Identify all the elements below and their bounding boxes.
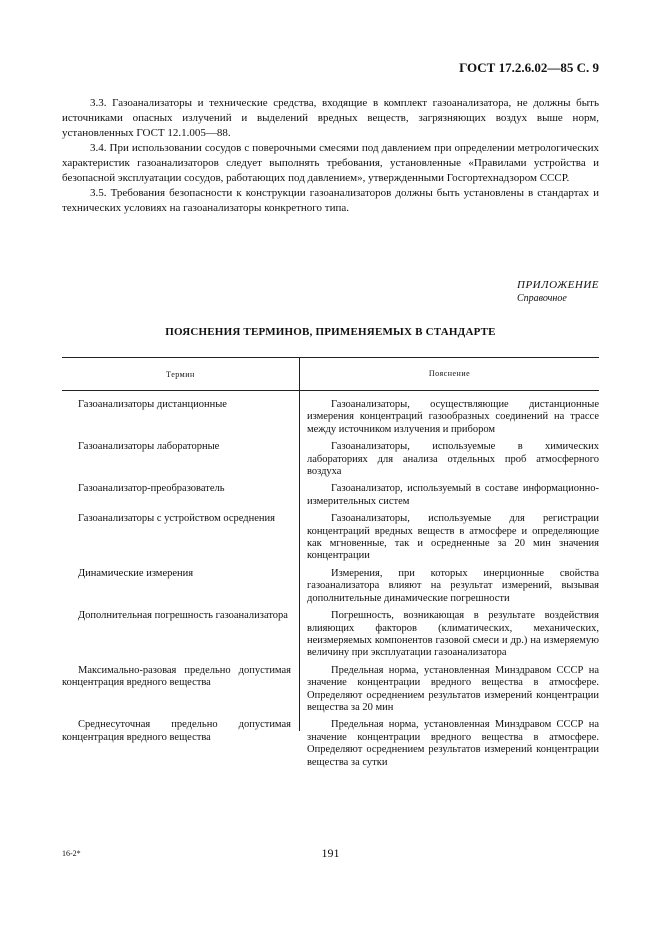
table-header [62, 357, 599, 391]
explanation-cell: Предельная норма, установленная Минздравом СССР на значение концентрации вредного вещества в атмосфере. Определяют осреднением результатов измерений концентрации вещества за сутки [307, 719, 599, 768]
term-cell: Дополнительная погрешность газоанализатора [78, 610, 288, 622]
term-cell: Газоанализаторы лабораторные [78, 441, 220, 453]
page-number: 191 [321, 846, 340, 860]
appendix-label: ПРИЛОЖЕНИЕ [517, 279, 599, 291]
footer-sheet-mark: 16-2* [62, 849, 81, 858]
appendix-sub: Справочное [517, 293, 567, 304]
explanation-cell: Газоанализаторы, используемые для регистрации концентраций вредных веществ в атмосфере и определяющие как мгновенные, так и осредненные за 20 мин значения концентрации [307, 513, 599, 562]
table-row [62, 568, 599, 605]
table-row [62, 513, 599, 563]
section-title: ПОЯСНЕНИЯ ТЕРМИНОВ, ПРИМЕНЯЕМЫХ В СТАНДАРТЕ [165, 326, 496, 338]
table-row [62, 665, 599, 715]
explanation-cell: Газоанализатор, используемый в составе информационно-измерительных систем [307, 483, 599, 507]
terms-table [62, 357, 599, 774]
paragraph-3-4: 3.4. При использовании сосудов с поверочными смесями под давлением при определении метрологических характеристик газоанализаторов следует выполнять требования, установленные «Правилами устройства и безопасной эксплуатации сосудов, работающих под давлением», утвержденными Госгортехнадзором СССР. [62, 142, 599, 184]
term-cell: Среднесуточная предельно допустимая концентрация вредного вещества [62, 719, 291, 743]
table-row [62, 441, 599, 478]
term-cell: Газоанализатор-преобразователь [78, 483, 225, 495]
column-header-explanation: Пояснение [299, 358, 599, 390]
body-text [62, 96, 599, 216]
table-row [62, 483, 599, 508]
term-cell: Газоанализаторы дистанционные [78, 399, 227, 410]
table-row [62, 719, 599, 769]
column-divider [299, 391, 300, 731]
table-body [62, 391, 599, 769]
appendix-label-block [517, 278, 599, 306]
term-cell: Максимально-разовая предельно допустимая концентрация вредного вещества [62, 664, 291, 689]
page-header: ГОСТ 17.2.6.02—85 С. 9 [459, 60, 599, 75]
table-row [62, 610, 599, 660]
explanation-cell: Предельная норма, установленная Минздравом СССР на значение концентрации вредного вещества в атмосфере. Определяют осреднением результатов измерений концентрации вещества за 20 мин [307, 664, 599, 713]
column-header-term: Термин [166, 369, 195, 379]
term-cell: Динамические измерения [78, 567, 194, 579]
explanation-cell: Газоанализаторы, осуществляющие дистанционные измерения концентраций газообразных соединений на трассе между источником излучения и прибором [307, 399, 599, 435]
explanation-cell: Погрешность, возникающая в результате воздействия влияющих факторов (климатических, механических, неизмеряемых компонентов газовой смеси и др.) на измеряемую величину при эксплуатации газоанализатора [307, 610, 599, 659]
explanation-cell: Измерения, при которых инерционные свойства газоанализатора влияют на результат измерений, вызывая дополнительные динамические погрешности [307, 567, 599, 604]
explanation-cell: Газоанализаторы, используемые в химических лабораториях для анализа отдельных проб атмосферного воздуха [307, 441, 599, 478]
paragraph-3-5: 3.5. Требования безопасности к конструкции газоанализаторов должны быть установлены в стандартах и технических условиях на газоанализаторы конкретного типа. [62, 187, 599, 214]
paragraph-3-3: 3.3. Газоанализаторы и технические средства, входящие в комплект газоанализатора, не должны быть источниками опасных излучений и выделений вредных веществ, загрязняющих воздух выше норм, установленных ГОСТ 12.1.005—88. [62, 97, 599, 139]
table-row [62, 399, 599, 436]
term-cell: Газоанализаторы с устройством осреднения [78, 513, 275, 525]
